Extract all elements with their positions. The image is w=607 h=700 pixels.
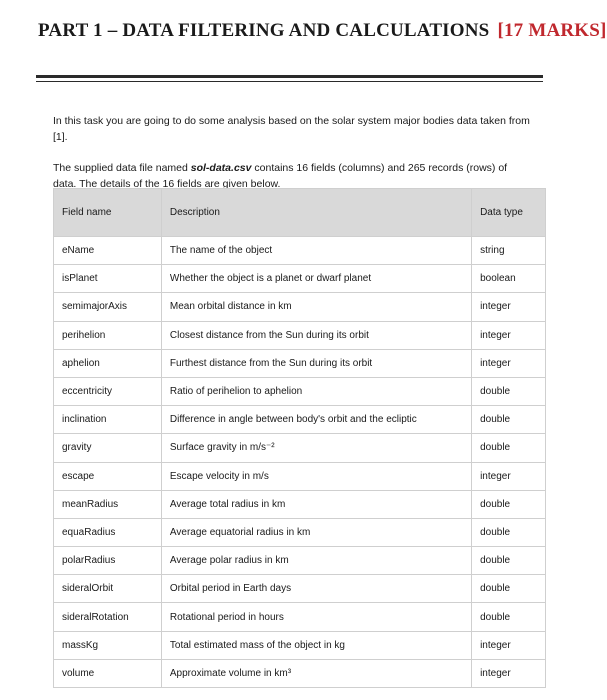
- cell-data-type: integer: [472, 631, 546, 659]
- cell-data-type: double: [472, 406, 546, 434]
- cell-data-type: double: [472, 518, 546, 546]
- cell-field-name: semimajorAxis: [54, 293, 162, 321]
- cell-field-name: sideralOrbit: [54, 575, 162, 603]
- fields-table: [53, 188, 546, 688]
- table-row: [54, 434, 546, 462]
- cell-field-name: perihelion: [54, 321, 162, 349]
- cell-field-name: eName: [54, 237, 162, 265]
- cell-data-type: integer: [472, 321, 546, 349]
- table-row: [54, 293, 546, 321]
- table-row: [54, 490, 546, 518]
- cell-description: Surface gravity in m/s⁻²: [161, 434, 471, 462]
- cell-description: Furthest distance from the Sun during its orbit: [161, 349, 471, 377]
- cell-field-name: meanRadius: [54, 490, 162, 518]
- table-row: [54, 547, 546, 575]
- data-file-paragraph: [53, 160, 533, 192]
- header-description: Description: [161, 189, 471, 237]
- cell-description: Approximate volume in km³: [161, 659, 471, 687]
- cell-description: Rotational period in hours: [161, 603, 471, 631]
- cell-data-type: double: [472, 603, 546, 631]
- cell-data-type: double: [472, 575, 546, 603]
- title-text: PART 1 – DATA FILTERING AND CALCULATIONS: [38, 20, 490, 41]
- cell-description: Closest distance from the Sun during its orbit: [161, 321, 471, 349]
- page-title: [38, 20, 607, 42]
- table-header-row: [54, 189, 546, 237]
- header-data-type: Data type: [472, 189, 546, 237]
- cell-field-name: sideralRotation: [54, 603, 162, 631]
- cell-description: Average equatorial radius in km: [161, 518, 471, 546]
- cell-data-type: integer: [472, 462, 546, 490]
- cell-field-name: equaRadius: [54, 518, 162, 546]
- cell-data-type: double: [472, 377, 546, 405]
- table-row: [54, 631, 546, 659]
- cell-field-name: massKg: [54, 631, 162, 659]
- cell-description: Ratio of perihelion to aphelion: [161, 377, 471, 405]
- cell-field-name: aphelion: [54, 349, 162, 377]
- cell-description: Mean orbital distance in km: [161, 293, 471, 321]
- cell-data-type: integer: [472, 659, 546, 687]
- cell-data-type: double: [472, 547, 546, 575]
- data-file-text-after: contains 16 fields (columns) and 265 records (rows) of data. The details of the 16 fields are given below.: [53, 161, 508, 190]
- marks-label: [17 MARKS]: [497, 20, 607, 41]
- intro-text: In this task you are going to do some analysis based on the solar system major bodies data taken from [1].: [53, 114, 530, 143]
- header-field-name: Field name: [54, 189, 162, 237]
- title-rule-thin: [36, 81, 543, 82]
- cell-description: Difference in angle between body's orbit and the ecliptic: [161, 406, 471, 434]
- cell-data-type: integer: [472, 349, 546, 377]
- cell-field-name: eccentricity: [54, 377, 162, 405]
- cell-data-type: string: [472, 237, 546, 265]
- cell-description: Escape velocity in m/s: [161, 462, 471, 490]
- table-row: [54, 603, 546, 631]
- title-rule-thick: [36, 75, 543, 78]
- table-row: [54, 321, 546, 349]
- table-row: [54, 518, 546, 546]
- cell-field-name: volume: [54, 659, 162, 687]
- cell-field-name: isPlanet: [54, 265, 162, 293]
- cell-data-type: integer: [472, 293, 546, 321]
- intro-paragraph: [53, 113, 533, 145]
- cell-description: The name of the object: [161, 237, 471, 265]
- table-row: [54, 377, 546, 405]
- cell-field-name: escape: [54, 462, 162, 490]
- cell-description: Average total radius in km: [161, 490, 471, 518]
- table-row: [54, 265, 546, 293]
- table-row: [54, 406, 546, 434]
- cell-description: Average polar radius in km: [161, 547, 471, 575]
- cell-data-type: double: [472, 490, 546, 518]
- data-file-text-before: The supplied data file named: [53, 161, 191, 174]
- table-row: [54, 575, 546, 603]
- cell-data-type: boolean: [472, 265, 546, 293]
- cell-field-name: inclination: [54, 406, 162, 434]
- cell-description: Total estimated mass of the object in kg: [161, 631, 471, 659]
- table-row: [54, 659, 546, 687]
- cell-description: Whether the object is a planet or dwarf planet: [161, 265, 471, 293]
- cell-field-name: polarRadius: [54, 547, 162, 575]
- cell-field-name: gravity: [54, 434, 162, 462]
- table-row: [54, 237, 546, 265]
- cell-data-type: double: [472, 434, 546, 462]
- data-file-name: sol-data.csv: [190, 161, 252, 174]
- table-row: [54, 349, 546, 377]
- table-row: [54, 462, 546, 490]
- cell-description: Orbital period in Earth days: [161, 575, 471, 603]
